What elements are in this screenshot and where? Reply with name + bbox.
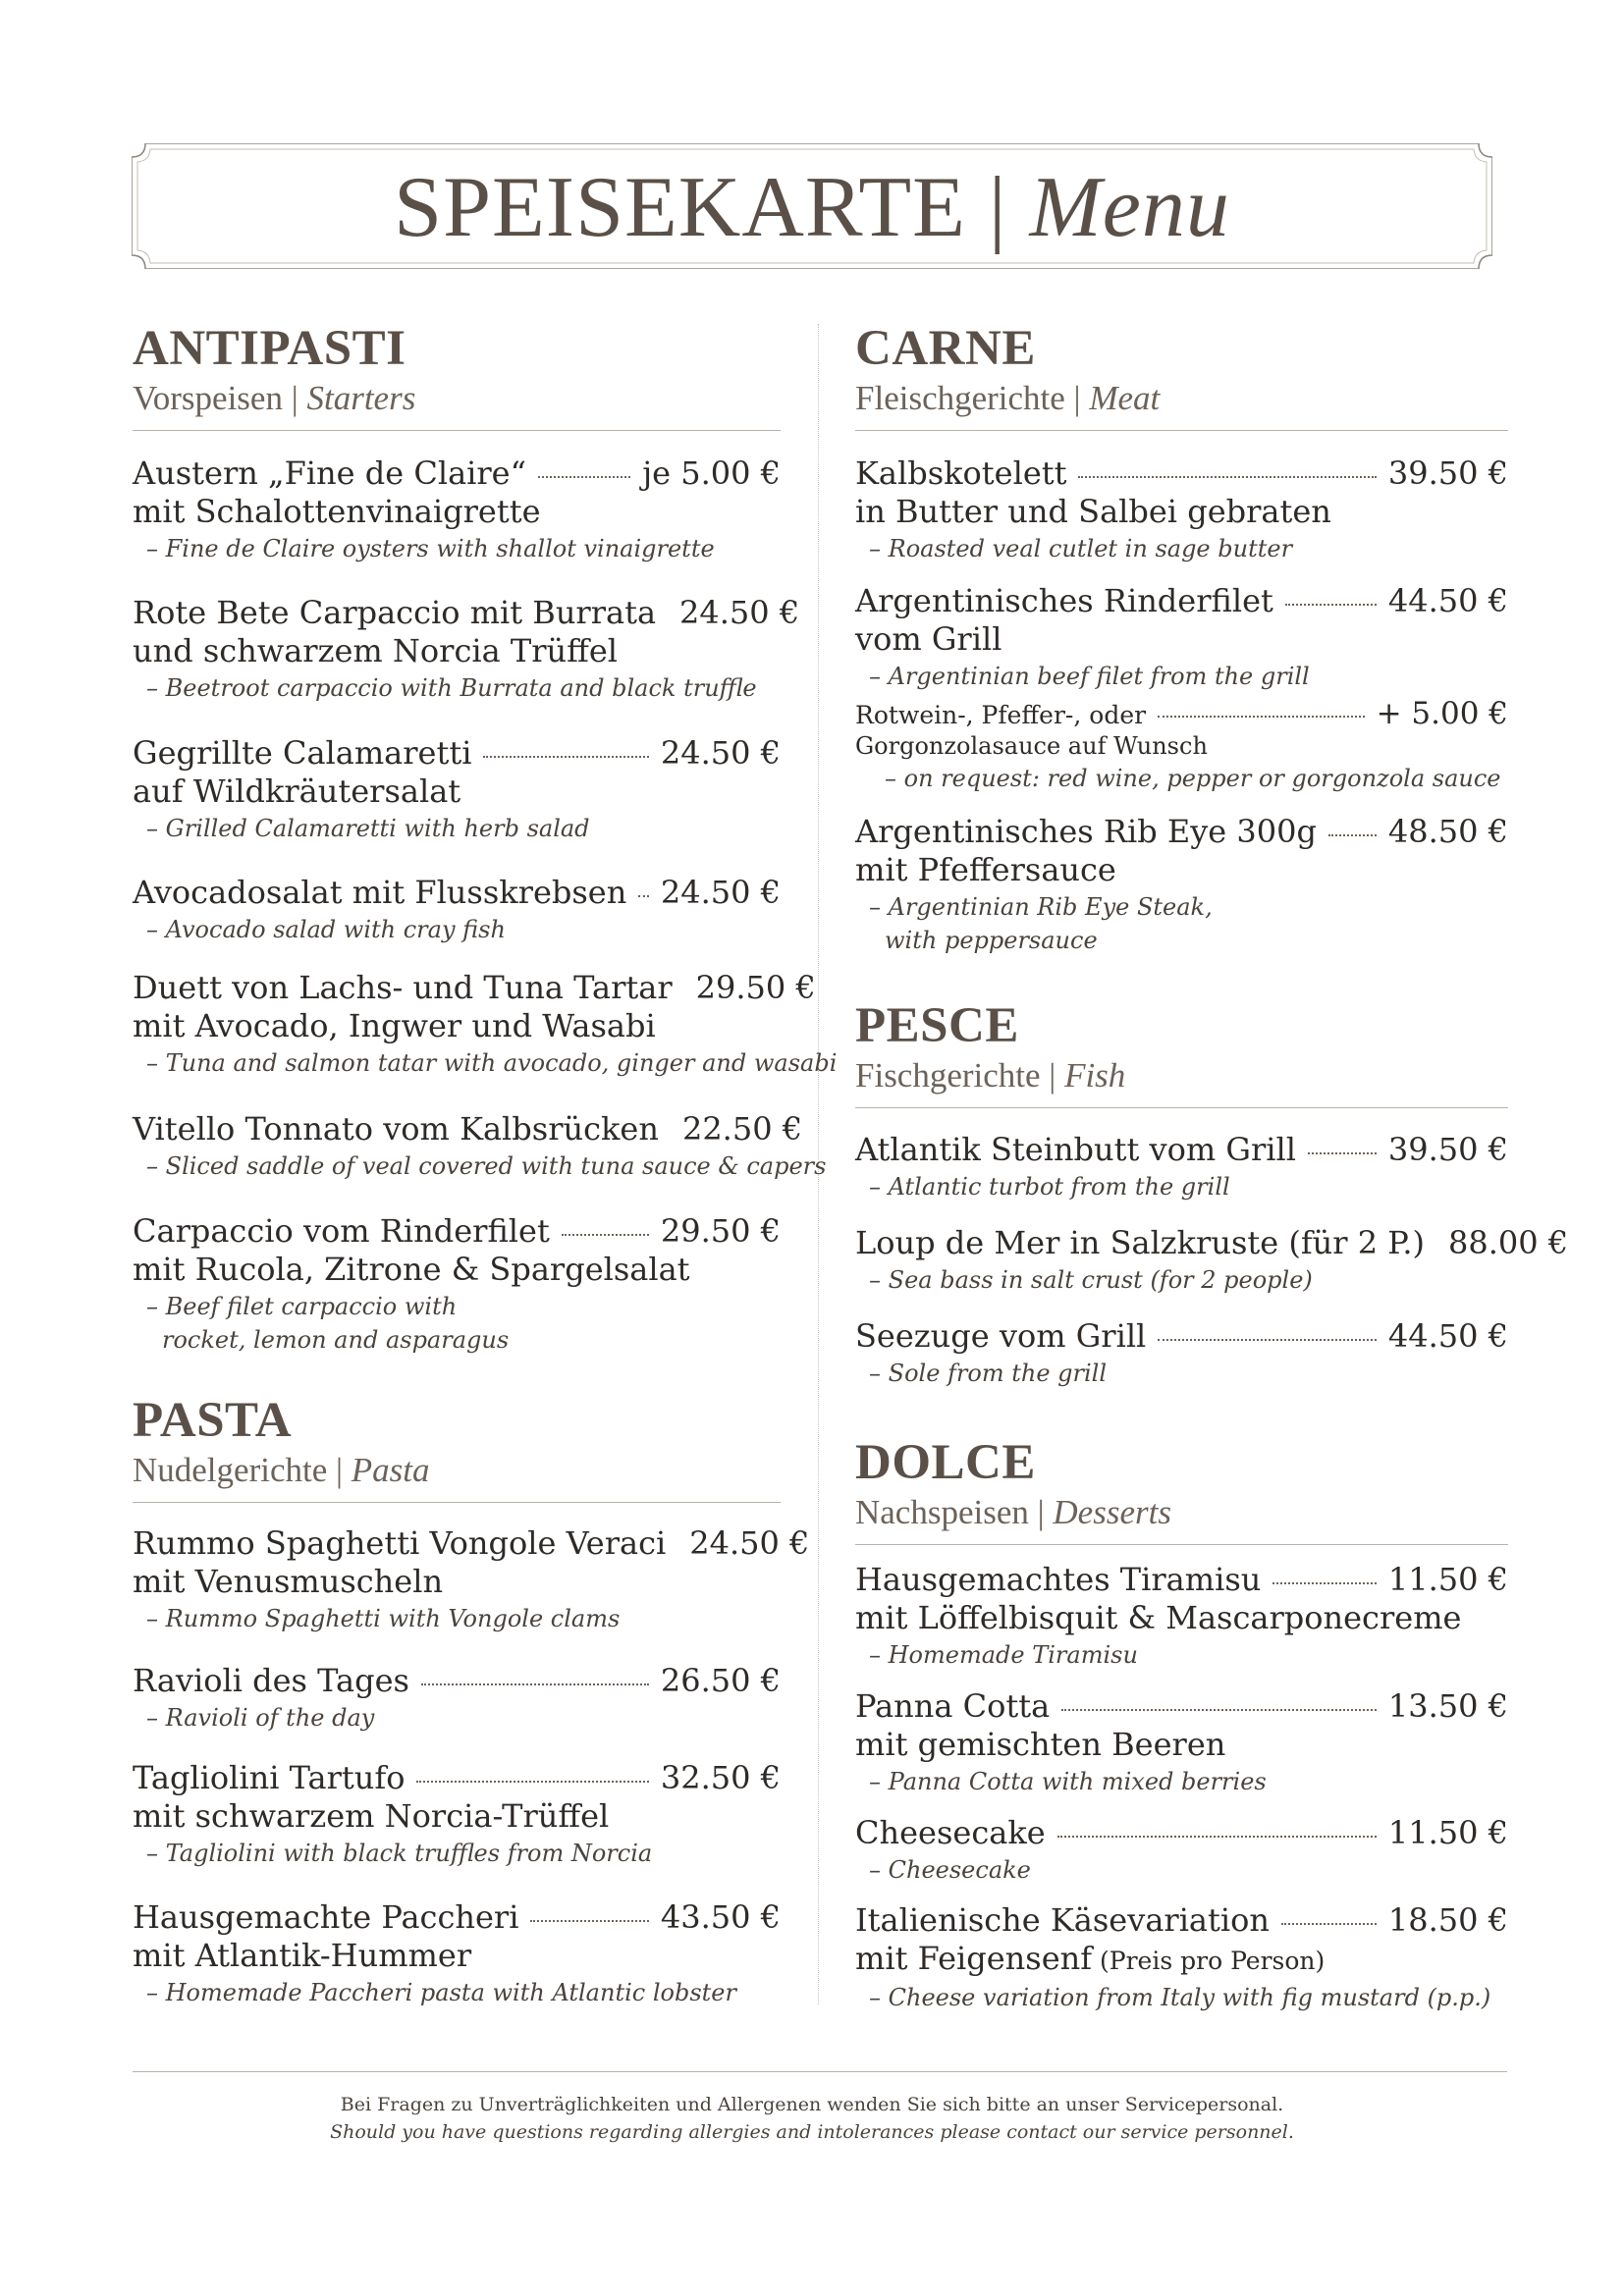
- section-title: ANTIPASTI: [133, 321, 406, 376]
- dish-english: – Panna Cotta with mixed berries: [869, 1768, 1267, 1795]
- dish-price: 22.50 €: [681, 1110, 803, 1148]
- dish-name: Atlantik Steinbutt vom Grill: [855, 1131, 1296, 1168]
- dot-leader: [1158, 1339, 1377, 1341]
- dot-leader: [1272, 1582, 1377, 1584]
- dish-description: mit Löffelbisquit & Mascarponecreme: [855, 1599, 1462, 1636]
- dish-english: – Argentinian beef filet from the grill: [869, 663, 1310, 690]
- dish-name: Avocadosalat mit Flusskrebsen: [133, 874, 627, 911]
- menu-item: [133, 874, 781, 945]
- dish-name: Gegrillte Calamaretti: [133, 734, 472, 772]
- dish-name: Cheesecake: [855, 1814, 1046, 1851]
- section-rule: [133, 430, 781, 431]
- dish-name: Austern „Fine de Claire“: [133, 454, 526, 492]
- dish-name: Kalbskotelett: [855, 454, 1067, 492]
- dot-leader: [1285, 604, 1377, 606]
- dot-leader: [1158, 716, 1364, 718]
- menu-item: [855, 813, 1508, 956]
- dot-leader: [638, 895, 649, 897]
- dish-english: – Sole from the grill: [869, 1360, 1108, 1387]
- menu-item: [855, 1901, 1508, 2013]
- section-subtitle: [855, 380, 1508, 418]
- dish-english: – Argentinian Rib Eye Steak,: [869, 893, 1213, 921]
- dish-english: – Sea bass in salt crust (for 2 people): [869, 1266, 1313, 1294]
- section-title: DOLCE: [855, 1435, 1036, 1490]
- subtitle-de: Fleischgerichte |: [855, 379, 1090, 417]
- section-antipasti: [133, 321, 781, 431]
- extra-option: [855, 698, 1508, 731]
- dish-description-main: mit Feigensenf: [855, 1940, 1093, 1977]
- section-rule: [855, 430, 1508, 431]
- dish-english: – Grilled Calamaretti with herb salad: [146, 815, 590, 842]
- dish-name: Argentinisches Rinderfilet: [855, 582, 1273, 619]
- subtitle-en: Desserts: [1053, 1493, 1171, 1531]
- menu-item: [855, 1317, 1508, 1389]
- dish-price: 88.00 €: [1447, 1224, 1569, 1261]
- section-dolce: [855, 1435, 1508, 1545]
- dish-english: – Homemade Paccheri pasta with Atlantic lobster: [146, 1979, 736, 2006]
- menu-item: [855, 1131, 1508, 1202]
- dot-leader: [1061, 1709, 1377, 1711]
- extra-name: Rotwein-, Pfeffer-, oder: [855, 701, 1147, 729]
- extra-english: – on request: red wine, pepper or gorgonzola sauce: [885, 765, 1501, 792]
- subtitle-en: Meat: [1089, 379, 1161, 417]
- dish-description: mit Pfeffersauce: [855, 851, 1116, 888]
- dish-name: Carpaccio vom Rinderfilet: [133, 1212, 550, 1250]
- dish-price: 43.50 €: [660, 1898, 781, 1936]
- menu-item: [133, 1524, 810, 1634]
- extra-price: + 5.00 €: [1376, 696, 1508, 731]
- dish-english-cont: with peppersauce: [885, 927, 1098, 954]
- section-title: PESCE: [855, 998, 1019, 1053]
- menu-item: [133, 454, 781, 564]
- dish-description: [855, 1940, 1508, 1980]
- section-subtitle: [133, 1452, 781, 1490]
- dish-description: mit schwarzem Norcia-Trüffel: [133, 1797, 610, 1835]
- dot-leader: [538, 476, 630, 478]
- dot-leader: [416, 1781, 648, 1783]
- dish-price: 13.50 €: [1387, 1687, 1508, 1725]
- dot-leader: [562, 1234, 649, 1236]
- subtitle-de: Nachspeisen |: [855, 1493, 1054, 1531]
- dish-description: mit Avocado, Ingwer und Wasabi: [133, 1007, 656, 1044]
- menu-item: [855, 1814, 1508, 1886]
- dish-english-cont: rocket, lemon and asparagus: [162, 1326, 510, 1354]
- footer-rule: [133, 2071, 1507, 2072]
- extra-description: Gorgonzolasauce auf Wunsch: [855, 732, 1208, 760]
- dish-price: 18.50 €: [1387, 1901, 1508, 1939]
- section-rule: [855, 1107, 1508, 1108]
- dish-description: mit Schalottenvinaigrette: [133, 493, 541, 530]
- footer-note-de: Bei Fragen zu Unverträglichkeiten und Allergenen wenden Sie sich bitte an unser Servicepersonal.: [340, 2094, 1284, 2115]
- dish-english: – Avocado salad with cray fish: [146, 916, 506, 943]
- section-rule: [855, 1544, 1508, 1545]
- menu-item: [133, 594, 800, 704]
- dot-leader: [1328, 834, 1377, 836]
- dish-description: mit gemischten Beeren: [855, 1726, 1226, 1763]
- dish-price: 44.50 €: [1387, 1317, 1508, 1355]
- section-subtitle: [855, 1057, 1508, 1095]
- menu-item: [855, 1687, 1508, 1797]
- dish-name: Rummo Spaghetti Vongole Veraci: [133, 1524, 667, 1562]
- dish-description: und schwarzem Norcia Trüffel: [133, 632, 619, 669]
- section-subtitle: [855, 1494, 1508, 1532]
- title-de: SPEISEKARTE |: [394, 160, 1030, 255]
- menu-item: [855, 454, 1508, 564]
- subtitle-de: Vorspeisen |: [133, 379, 307, 417]
- footer-note-en: Should you have questions regarding allergies and intolerances please contact our service personnel.: [330, 2121, 1294, 2143]
- title-en: Menu: [1029, 160, 1230, 255]
- dish-name: Ravioli des Tages: [133, 1662, 409, 1699]
- dish-english: – Roasted veal cutlet in sage butter: [869, 535, 1293, 562]
- title-frame: [132, 143, 1492, 269]
- dish-english: – Tuna and salmon tatar with avocado, ginger and wasabi: [146, 1049, 838, 1077]
- dish-english: – Beef filet carpaccio with: [146, 1293, 458, 1320]
- section-pesce: [855, 998, 1508, 1108]
- section-pasta: [133, 1393, 781, 1503]
- dish-english: – Tagliolini with black truffles from Norcia: [146, 1840, 653, 1867]
- section-title: CARNE: [855, 321, 1036, 376]
- dish-description: mit Rucola, Zitrone & Spargelsalat: [133, 1251, 690, 1288]
- dish-english: – Atlantic turbot from the grill: [869, 1173, 1230, 1201]
- menu-item: [133, 1110, 827, 1182]
- dish-name: Panna Cotta: [855, 1687, 1051, 1725]
- dish-english: – Homemade Tiramisu: [869, 1641, 1138, 1669]
- dish-price: 39.50 €: [1387, 1131, 1508, 1168]
- menu-item: [133, 1759, 781, 1869]
- dish-english: – Rummo Spaghetti with Vongole clams: [146, 1605, 621, 1632]
- dish-english: – Ravioli of the day: [146, 1704, 375, 1732]
- subtitle-de: Nudelgerichte |: [133, 1451, 352, 1489]
- dish-name: Italienische Käsevariation: [855, 1901, 1270, 1939]
- dish-name: Argentinisches Rib Eye 300g: [855, 813, 1317, 850]
- subtitle-en: Pasta: [351, 1451, 430, 1489]
- dish-price: 24.50 €: [689, 1524, 810, 1562]
- section-title: PASTA: [133, 1393, 293, 1448]
- dish-english: – Sliced saddle of veal covered with tuna sauce & capers: [146, 1152, 827, 1180]
- dish-description: mit Venusmuscheln: [133, 1563, 444, 1600]
- dish-name: Hausgemachtes Tiramisu: [855, 1561, 1262, 1598]
- dot-leader: [1281, 1923, 1377, 1925]
- dish-price: 24.50 €: [660, 734, 781, 772]
- subtitle-en: Fish: [1064, 1056, 1126, 1095]
- dot-leader: [1308, 1152, 1377, 1154]
- dish-english: – Cheese variation from Italy with fig mustard (p.p.): [869, 1984, 1491, 2011]
- dot-leader: [1078, 476, 1376, 478]
- dish-english: – Fine de Claire oysters with shallot vinaigrette: [146, 535, 715, 562]
- dish-price: 24.50 €: [679, 594, 800, 631]
- section-subtitle: [133, 380, 781, 418]
- dish-price: 24.50 €: [660, 874, 781, 911]
- dish-description-note: (Preis pro Person): [1092, 1947, 1326, 1975]
- dish-price: 39.50 €: [1387, 454, 1508, 492]
- dish-name: Vitello Tonnato vom Kalbsrücken: [133, 1110, 659, 1148]
- menu-item: [133, 969, 838, 1079]
- menu-item: [133, 1212, 781, 1356]
- menu-item: [133, 1898, 781, 2008]
- menu-item: [133, 1662, 781, 1734]
- dish-name: Duett von Lachs- und Tuna Tartar: [133, 969, 673, 1006]
- dish-name: Tagliolini Tartufo: [133, 1759, 406, 1796]
- dish-description: mit Atlantik-Hummer: [133, 1937, 472, 1974]
- section-rule: [133, 1502, 781, 1503]
- dish-name: Loup de Mer in Salzkruste (für 2 P.): [855, 1224, 1425, 1261]
- dish-price: 29.50 €: [660, 1212, 781, 1250]
- subtitle-de: Fischgerichte |: [855, 1056, 1065, 1095]
- dot-leader: [530, 1920, 648, 1922]
- page-title: [132, 160, 1492, 255]
- menu-item: [855, 1224, 1569, 1296]
- dish-price: 29.50 €: [695, 969, 816, 1006]
- dish-description: vom Grill: [855, 620, 1002, 658]
- dish-name: Hausgemachte Paccheri: [133, 1898, 519, 1936]
- dish-price: 48.50 €: [1387, 813, 1508, 850]
- dish-price: 32.50 €: [660, 1759, 781, 1796]
- dish-price: 11.50 €: [1387, 1814, 1508, 1851]
- menu-item: [855, 582, 1508, 794]
- dish-description: in Butter und Salbei gebraten: [855, 493, 1331, 530]
- dish-price: je 5.00 €: [642, 454, 781, 492]
- dish-english: – Beetroot carpaccio with Burrata and black truffle: [146, 674, 757, 702]
- dish-name: Rote Bete Carpaccio mit Burrata: [133, 594, 657, 631]
- menu-item: [133, 734, 781, 844]
- dish-price: 44.50 €: [1387, 582, 1508, 619]
- dish-description: auf Wildkräutersalat: [133, 773, 461, 810]
- dish-price: 11.50 €: [1387, 1561, 1508, 1598]
- menu-item: [855, 1561, 1508, 1671]
- dot-leader: [421, 1683, 649, 1685]
- dish-name: Seezuge vom Grill: [855, 1317, 1147, 1355]
- dot-leader: [483, 756, 648, 758]
- dish-english: – Cheesecake: [869, 1856, 1031, 1884]
- dot-leader: [1057, 1836, 1377, 1838]
- subtitle-en: Starters: [306, 379, 416, 417]
- dish-price: 26.50 €: [660, 1662, 781, 1699]
- section-carne: [855, 321, 1508, 431]
